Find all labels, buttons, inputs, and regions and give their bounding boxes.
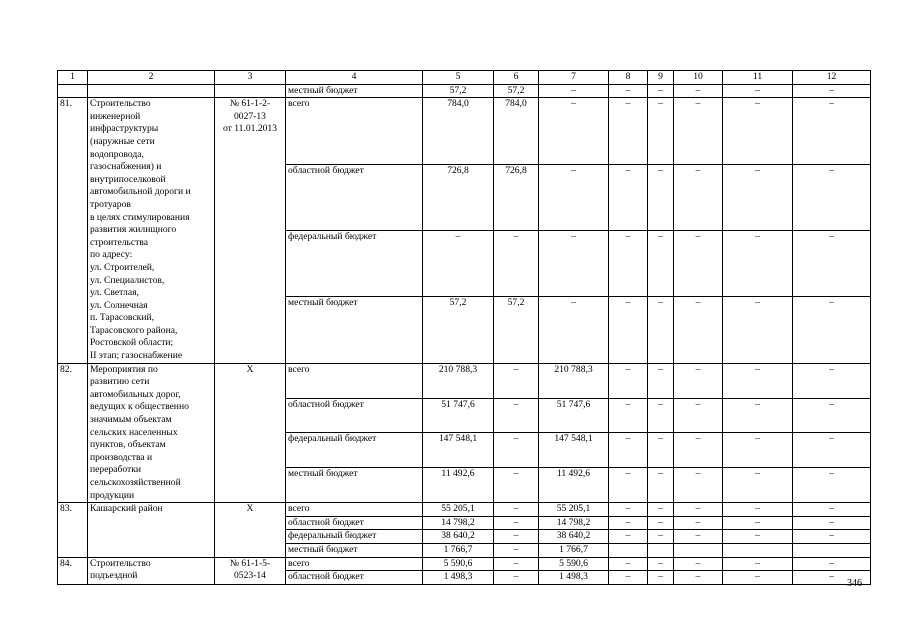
amount-cell: – — [793, 530, 871, 544]
budget-source-cell: федеральный бюджет — [286, 230, 423, 296]
amount-cell: – — [609, 516, 648, 530]
empty-cell — [58, 84, 88, 98]
amount-cell: – — [609, 164, 648, 230]
amount-cell: – — [723, 516, 793, 530]
amount-cell: – — [723, 530, 793, 544]
amount-cell — [648, 543, 674, 557]
amount-cell: – — [648, 164, 674, 230]
amount-cell: – — [648, 363, 674, 398]
amount-cell: – — [494, 557, 539, 571]
item-name-line: производства и — [90, 451, 153, 463]
item-name-line: развития жилищного — [90, 224, 177, 236]
budget-source-cell: федеральный бюджет — [286, 530, 423, 544]
amount-cell: 1 766,7 — [423, 543, 494, 557]
budget-source-cell: всего — [286, 557, 423, 571]
item-name-line: Мероприятия по — [90, 363, 158, 375]
item-name-line: (наружные сети — [90, 135, 155, 147]
item-name — [88, 503, 215, 557]
amount-cell: – — [494, 503, 539, 517]
amount-cell: – — [648, 530, 674, 544]
amount-cell: – — [674, 571, 723, 585]
table-row — [58, 557, 871, 571]
amount-cell: – — [648, 84, 674, 98]
document-reference-line: № 61-1-2- — [229, 98, 271, 110]
amount-cell: 5 590,6 — [539, 557, 609, 571]
budget-source-cell: областной бюджет — [286, 398, 423, 433]
amount-cell: – — [723, 363, 793, 398]
amount-cell: – — [674, 84, 723, 98]
document-reference-line: 0523-14 — [234, 570, 266, 582]
amount-cell: 1 498,3 — [539, 571, 609, 585]
amount-cell: – — [674, 433, 723, 468]
amount-cell — [609, 543, 648, 557]
column-number: 8 — [609, 71, 648, 85]
amount-cell: 51 747,6 — [423, 398, 494, 433]
amount-cell: 55 205,1 — [423, 503, 494, 517]
item-name-line: развитию сети — [90, 376, 150, 388]
item-name-line: п. Тарасовский, — [90, 312, 154, 324]
page-number: 346 — [847, 578, 862, 589]
item-name-line: строительства — [90, 236, 149, 248]
item-name-line: значимым объектам — [90, 414, 172, 426]
column-number: 6 — [494, 71, 539, 85]
amount-cell: – — [723, 557, 793, 571]
amount-cell: – — [539, 98, 609, 164]
document-reference-line: № 61-1-5- — [229, 557, 271, 569]
amount-cell: – — [609, 433, 648, 468]
amount-cell: – — [793, 84, 871, 98]
amount-cell: – — [674, 398, 723, 433]
item-name-line: продукции — [90, 489, 135, 501]
item-name-line: автомобильных дорог, — [90, 388, 181, 400]
amount-cell: – — [539, 84, 609, 98]
amount-cell: – — [423, 230, 494, 296]
amount-cell: – — [539, 164, 609, 230]
column-number: 5 — [423, 71, 494, 85]
budget-source-cell: местный бюджет — [286, 468, 423, 503]
item-name-line: подъездной — [90, 570, 138, 582]
item-name-line: инженерной — [90, 110, 141, 122]
amount-cell: 11 492,6 — [539, 468, 609, 503]
table-row — [58, 98, 871, 164]
budget-source-cell: всего — [286, 98, 423, 164]
item-name-line: ведущих к общественно — [90, 401, 189, 413]
amount-cell: – — [494, 516, 539, 530]
amount-cell: – — [793, 164, 871, 230]
amount-cell: 14 798,2 — [423, 516, 494, 530]
amount-cell: – — [609, 297, 648, 363]
amount-cell: – — [609, 503, 648, 517]
item-name-line: Строительство — [90, 557, 151, 569]
amount-cell: – — [674, 98, 723, 164]
column-number: 3 — [215, 71, 286, 85]
item-name-line: газоснабжения) и — [90, 161, 162, 173]
document-reference-line: Х — [246, 363, 254, 375]
amount-cell: – — [609, 557, 648, 571]
amount-cell — [723, 543, 793, 557]
amount-cell: – — [609, 468, 648, 503]
item-number: 82. — [58, 363, 88, 503]
amount-cell: – — [609, 571, 648, 585]
amount-cell: – — [793, 571, 871, 585]
amount-cell: 1 498,3 — [423, 571, 494, 585]
table-row — [58, 363, 871, 398]
amount-cell: – — [609, 98, 648, 164]
column-number: 10 — [674, 71, 723, 85]
amount-cell: – — [609, 530, 648, 544]
amount-cell: – — [793, 516, 871, 530]
amount-cell: – — [674, 363, 723, 398]
item-name-line: инфраструктуры — [90, 123, 159, 135]
amount-cell: – — [674, 530, 723, 544]
table-body — [58, 71, 871, 585]
amount-cell: – — [648, 557, 674, 571]
amount-cell: – — [609, 84, 648, 98]
amount-cell: – — [648, 516, 674, 530]
item-name-line: ул. Специалистов, — [90, 274, 165, 286]
item-name-line: сельскохозяйственной — [90, 477, 181, 488]
amount-cell: – — [648, 503, 674, 517]
amount-cell: – — [609, 230, 648, 296]
budget-source-cell: областной бюджет — [286, 571, 423, 585]
item-name-line: по адресу: — [90, 249, 133, 261]
empty-cell — [215, 84, 286, 98]
column-number: 2 — [88, 71, 215, 85]
amount-cell: – — [648, 468, 674, 503]
amount-cell: – — [494, 398, 539, 433]
amount-cell: – — [609, 363, 648, 398]
amount-cell: 38 640,2 — [539, 530, 609, 544]
item-name-line: Тарасовского района, — [90, 324, 178, 336]
amount-cell: – — [674, 516, 723, 530]
budget-table — [57, 70, 871, 585]
budget-source-cell: областной бюджет — [286, 164, 423, 230]
amount-cell: – — [723, 468, 793, 503]
amount-cell: – — [674, 230, 723, 296]
amount-cell: – — [793, 363, 871, 398]
item-name — [88, 557, 215, 584]
amount-cell: 14 798,2 — [539, 516, 609, 530]
amount-cell: – — [648, 433, 674, 468]
amount-cell: – — [609, 398, 648, 433]
column-number: 12 — [793, 71, 871, 85]
amount-cell: – — [723, 84, 793, 98]
item-name-line: тротуаров — [90, 198, 131, 210]
item-name-line: автомобильной дороги и — [90, 186, 191, 198]
amount-cell: 57,2 — [423, 297, 494, 363]
amount-cell: – — [723, 571, 793, 585]
amount-cell: – — [793, 398, 871, 433]
carry-over-row — [58, 84, 871, 98]
amount-cell: – — [648, 297, 674, 363]
item-name-line: переработки — [90, 464, 142, 476]
item-name-line: водопровода, — [90, 148, 144, 160]
amount-cell: – — [723, 433, 793, 468]
amount-cell: – — [494, 230, 539, 296]
column-number: 11 — [723, 71, 793, 85]
amount-cell: 5 590,6 — [423, 557, 494, 571]
budget-source-cell: областной бюджет — [286, 516, 423, 530]
amount-cell: – — [494, 433, 539, 468]
item-number: 81. — [58, 98, 88, 363]
amount-cell: – — [648, 98, 674, 164]
document-reference — [215, 557, 286, 584]
amount-cell: 55 205,1 — [539, 503, 609, 517]
column-number: 9 — [648, 71, 674, 85]
amount-cell: 147 548,1 — [423, 433, 494, 468]
amount-cell: – — [494, 543, 539, 557]
item-name-line: ул. Солнечная — [90, 299, 148, 311]
amount-cell: – — [494, 468, 539, 503]
item-name-line: II этап; газоснабжение — [90, 350, 183, 362]
item-name-line: сельских населенных — [90, 426, 178, 438]
item-name-line: внутрипоселковой — [90, 173, 166, 185]
amount-cell: 38 640,2 — [423, 530, 494, 544]
amount-cell: – — [793, 230, 871, 296]
amount-cell: 784,0 — [494, 98, 539, 164]
amount-cell: – — [793, 433, 871, 468]
amount-cell: – — [723, 230, 793, 296]
amount-cell: 1 766,7 — [539, 543, 609, 557]
amount-cell: – — [539, 297, 609, 363]
amount-cell: – — [494, 363, 539, 398]
amount-cell: – — [793, 557, 871, 571]
item-name-line: ул. Светлая, — [90, 287, 139, 299]
budget-source-cell: местный бюджет — [286, 543, 423, 557]
amount-cell: 57,2 — [423, 84, 494, 98]
amount-cell: 210 788,3 — [539, 363, 609, 398]
amount-cell: – — [648, 230, 674, 296]
amount-cell: 57,2 — [494, 297, 539, 363]
amount-cell: 210 788,3 — [423, 363, 494, 398]
document-reference-line: 0027-13 — [234, 110, 266, 122]
document-reference — [215, 503, 286, 557]
item-name — [88, 98, 215, 363]
document-reference-line: Х — [246, 503, 254, 515]
item-name-line: Ростовской области; — [90, 337, 174, 349]
document-reference-line: от 11.01.2013 — [222, 123, 278, 135]
amount-cell: – — [648, 398, 674, 433]
budget-source-cell: федеральный бюджет — [286, 433, 423, 468]
table-row — [58, 503, 871, 517]
item-name-line: ул. Строителей, — [90, 261, 155, 273]
item-name-line: в целях стимулирования — [90, 211, 190, 223]
amount-cell: – — [723, 398, 793, 433]
amount-cell: – — [674, 468, 723, 503]
amount-cell: – — [793, 503, 871, 517]
amount-cell: 784,0 — [423, 98, 494, 164]
amount-cell: 51 747,6 — [539, 398, 609, 433]
amount-cell: 726,8 — [494, 164, 539, 230]
item-number: 84. — [58, 557, 88, 584]
amount-cell: – — [494, 530, 539, 544]
amount-cell: – — [723, 164, 793, 230]
budget-source-cell: всего — [286, 503, 423, 517]
column-number: 4 — [286, 71, 423, 85]
budget-source-cell: местный бюджет — [286, 297, 423, 363]
amount-cell — [793, 543, 871, 557]
document-reference — [215, 363, 286, 503]
amount-cell: 147 548,1 — [539, 433, 609, 468]
amount-cell: – — [674, 297, 723, 363]
amount-cell: 11 492,6 — [423, 468, 494, 503]
amount-cell: – — [723, 503, 793, 517]
amount-cell: – — [674, 164, 723, 230]
item-number: 83. — [58, 503, 88, 557]
amount-cell: – — [674, 557, 723, 571]
item-name-line: Строительство — [90, 98, 151, 110]
amount-cell: – — [723, 98, 793, 164]
amount-cell: – — [793, 98, 871, 164]
amount-cell: – — [793, 297, 871, 363]
item-name-line: Кашарский район — [90, 503, 163, 515]
column-number: 1 — [58, 71, 88, 85]
amount-cell: – — [648, 571, 674, 585]
column-number-row — [58, 71, 871, 85]
amount-cell: – — [674, 503, 723, 517]
amount-cell — [674, 543, 723, 557]
item-name — [88, 363, 215, 503]
amount-cell: – — [723, 297, 793, 363]
amount-cell: 726,8 — [423, 164, 494, 230]
budget-source-cell: всего — [286, 363, 423, 398]
budget-source-cell: местный бюджет — [286, 84, 423, 98]
amount-cell: 57,2 — [494, 84, 539, 98]
item-name-line: пунктов, объектам — [90, 439, 166, 451]
empty-cell — [88, 84, 215, 98]
amount-cell: – — [793, 468, 871, 503]
document-reference — [215, 98, 286, 363]
column-number: 7 — [539, 71, 609, 85]
amount-cell: – — [539, 230, 609, 296]
amount-cell: – — [494, 571, 539, 585]
